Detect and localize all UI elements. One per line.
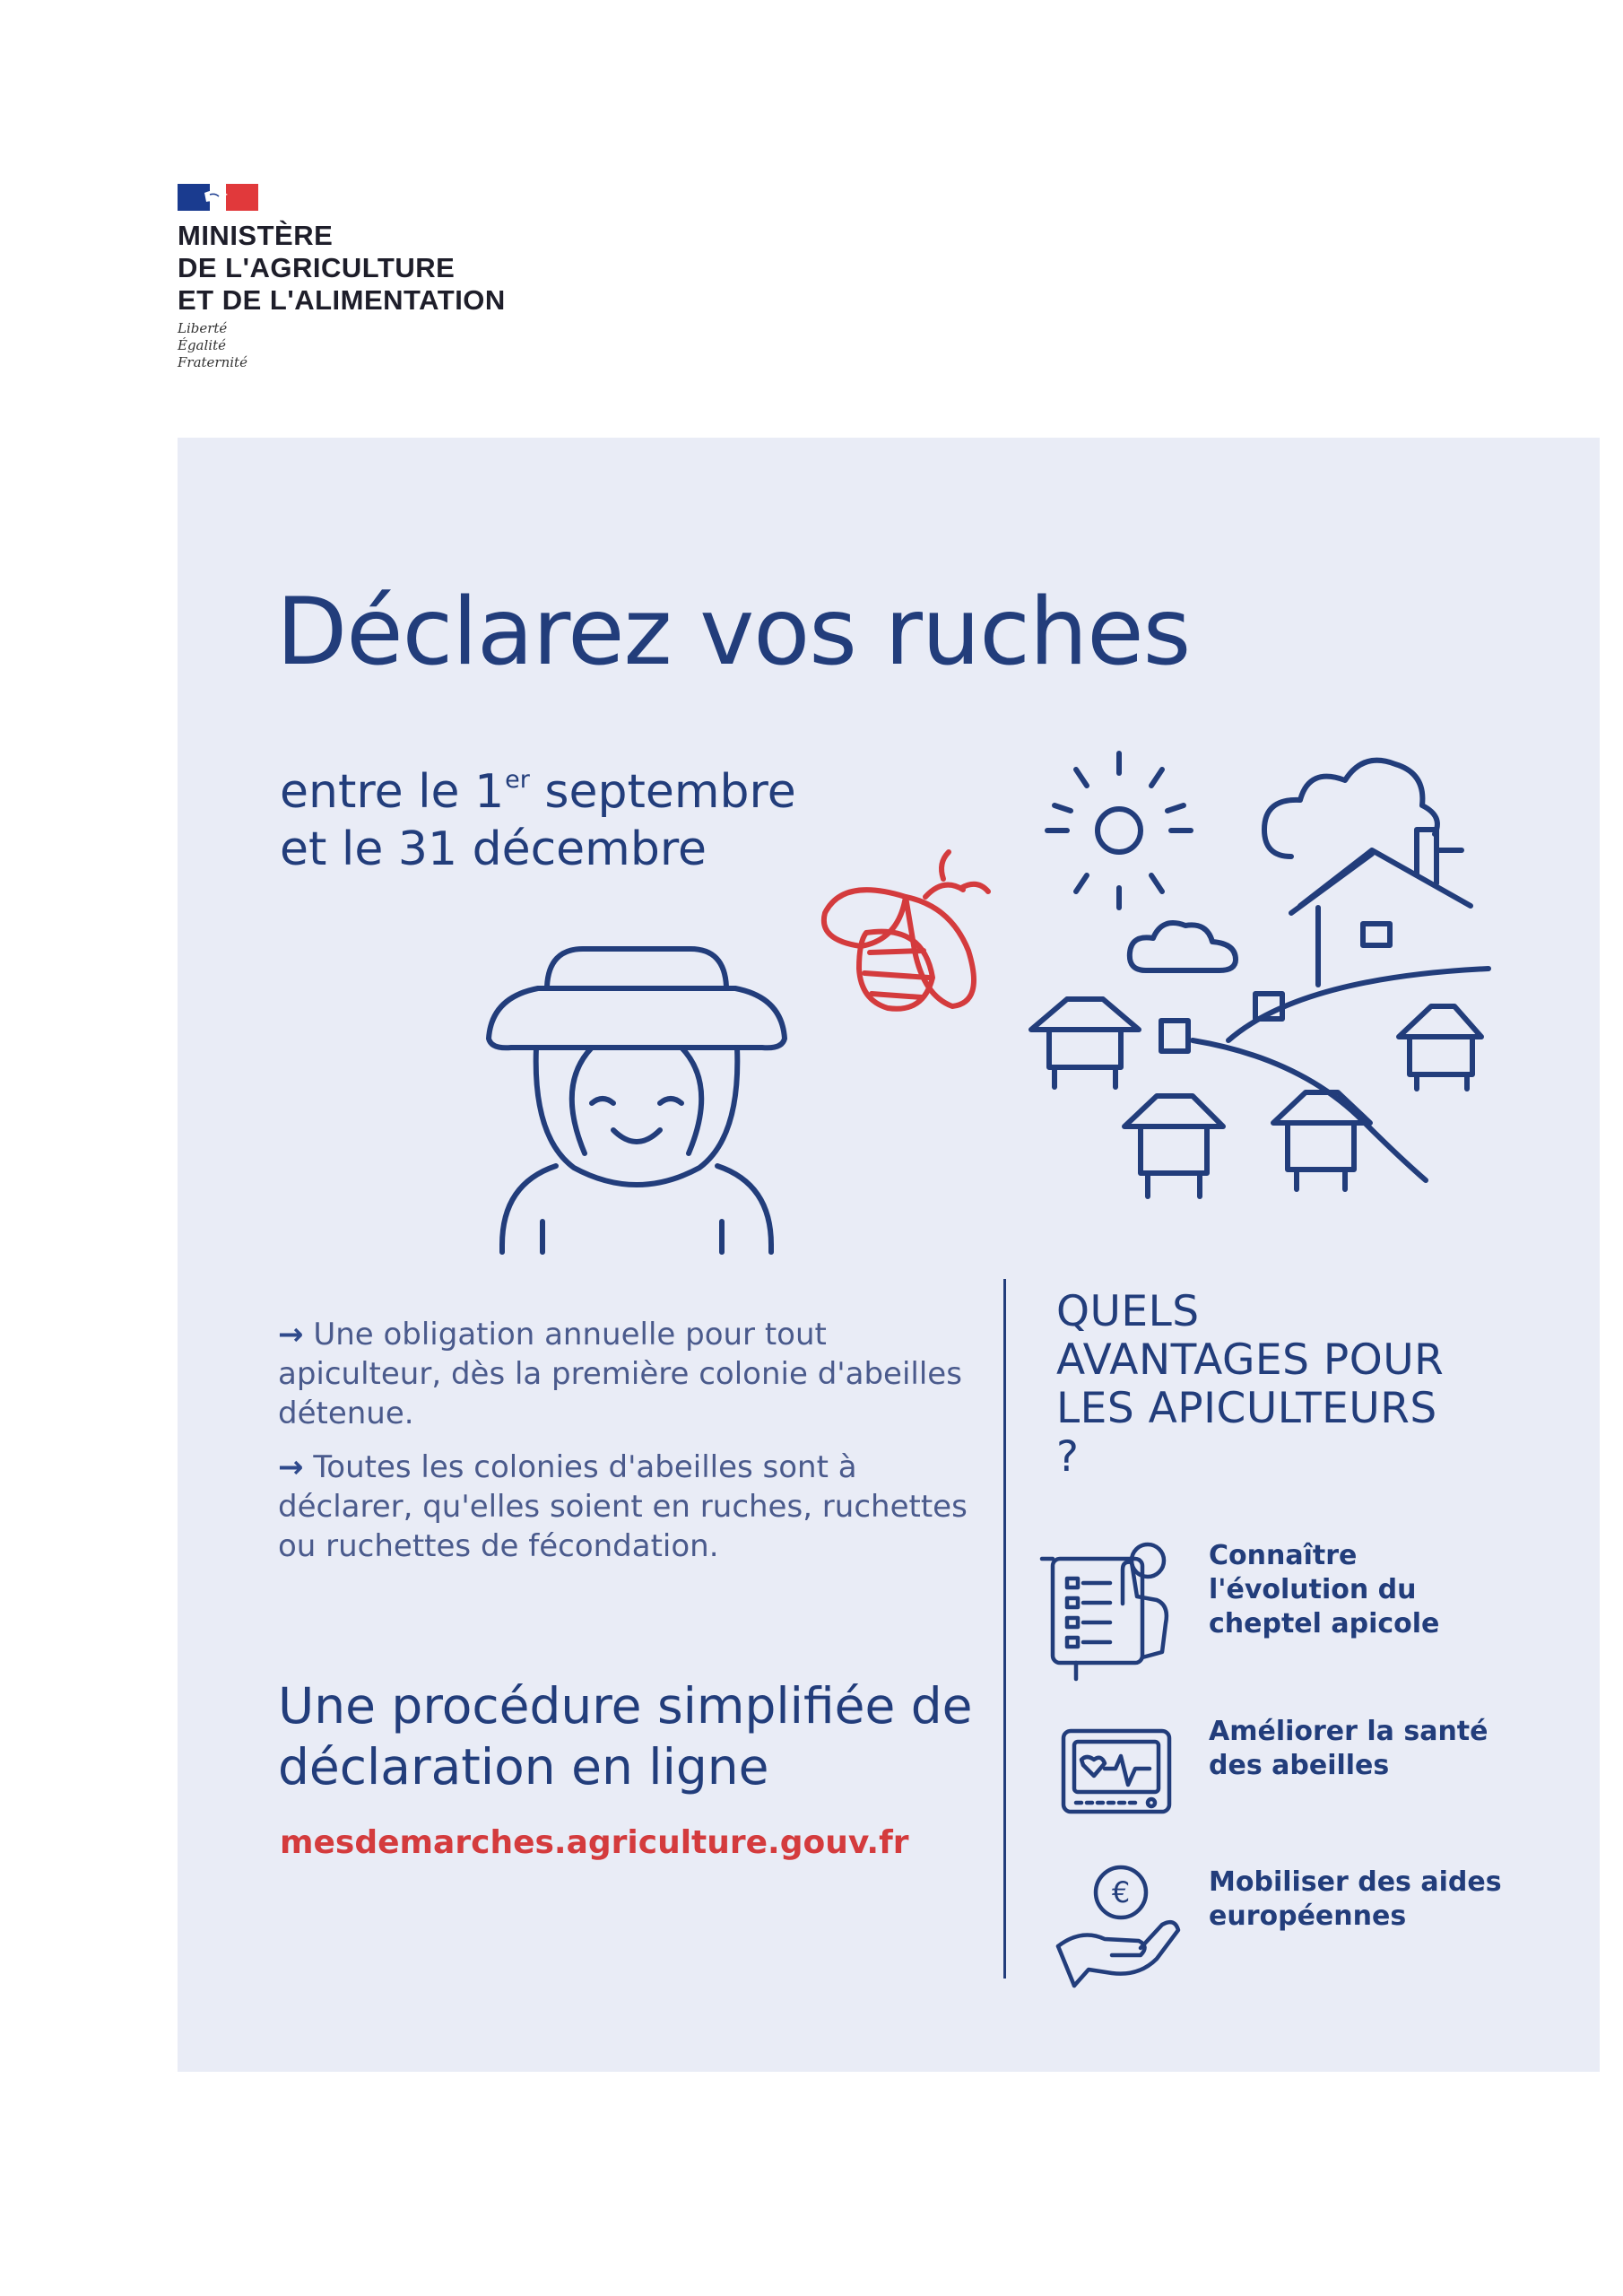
euro-hand-icon bbox=[1058, 1867, 1178, 1986]
advantages-heading: QUELS AVANTAGES POUR LES APICULTEURS ? bbox=[1056, 1287, 1445, 1482]
ministry-line-1: MINISTÈRE bbox=[178, 220, 334, 251]
date-line-1-suffix: septembre bbox=[529, 765, 796, 819]
tablet-touch-icon bbox=[1042, 1544, 1167, 1679]
health-monitor-icon bbox=[1063, 1731, 1169, 1812]
date-line-1-prefix: entre le 1 bbox=[280, 765, 505, 819]
beehive-icon bbox=[1031, 999, 1188, 1087]
bullet-item bbox=[278, 1315, 977, 1433]
bullet-text: Une obligation annuelle pour tout apiculteur, dès la première colonie d'abeilles détenue. bbox=[278, 1317, 962, 1431]
beehive-icon bbox=[1273, 1092, 1370, 1189]
beekeeper-icon bbox=[489, 949, 785, 1252]
motto-egalite: Égalité bbox=[178, 337, 226, 353]
hill-slope-icon bbox=[1193, 1040, 1426, 1180]
bullet-text: Toutes les colonies d'abeilles sont à déclarer, qu'elles soient en ruches, ruchettes ou ruchettes de fécondation. bbox=[278, 1449, 968, 1564]
svg-text:€: € bbox=[1111, 1875, 1131, 1909]
ministry-line-2: DE L'AGRICULTURE bbox=[178, 252, 456, 283]
ministry-line-3: ET DE L'ALIMENTATION bbox=[178, 284, 506, 316]
bullet-item bbox=[278, 1448, 977, 1566]
motto-liberte: Liberté bbox=[178, 320, 228, 336]
motto-fraternite: Fraternité bbox=[178, 354, 247, 370]
obligation-bullets bbox=[278, 1315, 977, 1580]
date-line-1-sup: er bbox=[505, 766, 530, 794]
column-divider bbox=[1003, 1279, 1006, 1979]
sun-icon bbox=[1047, 753, 1191, 908]
declaration-website-link[interactable]: mesdemarches.agriculture.gouv.fr bbox=[280, 1824, 909, 1861]
house-icon bbox=[1291, 830, 1471, 985]
procedure-heading: Une procédure simplifiée de déclaration en ligne bbox=[278, 1677, 973, 1796]
arrow-right-icon: → bbox=[278, 1317, 304, 1352]
date-line-2: et le 31 décembre bbox=[280, 822, 707, 876]
poster-title: Déclarez vos ruches bbox=[276, 578, 1191, 686]
beehive-icon bbox=[1124, 1096, 1223, 1196]
benefit-bee-health: Améliorer la santé des abeilles bbox=[1209, 1716, 1488, 1781]
benefit-eu-aid: Mobiliser des aides européennes bbox=[1209, 1866, 1502, 1932]
benefit-monitoring: Connaître l'évolution du cheptel apicole bbox=[1209, 1540, 1440, 1639]
cloud-small-icon bbox=[1130, 923, 1236, 970]
beehive-icon bbox=[1399, 1006, 1481, 1089]
bee-icon bbox=[824, 852, 988, 1009]
cloud-icon bbox=[1264, 761, 1437, 857]
arrow-right-icon: → bbox=[278, 1449, 304, 1485]
